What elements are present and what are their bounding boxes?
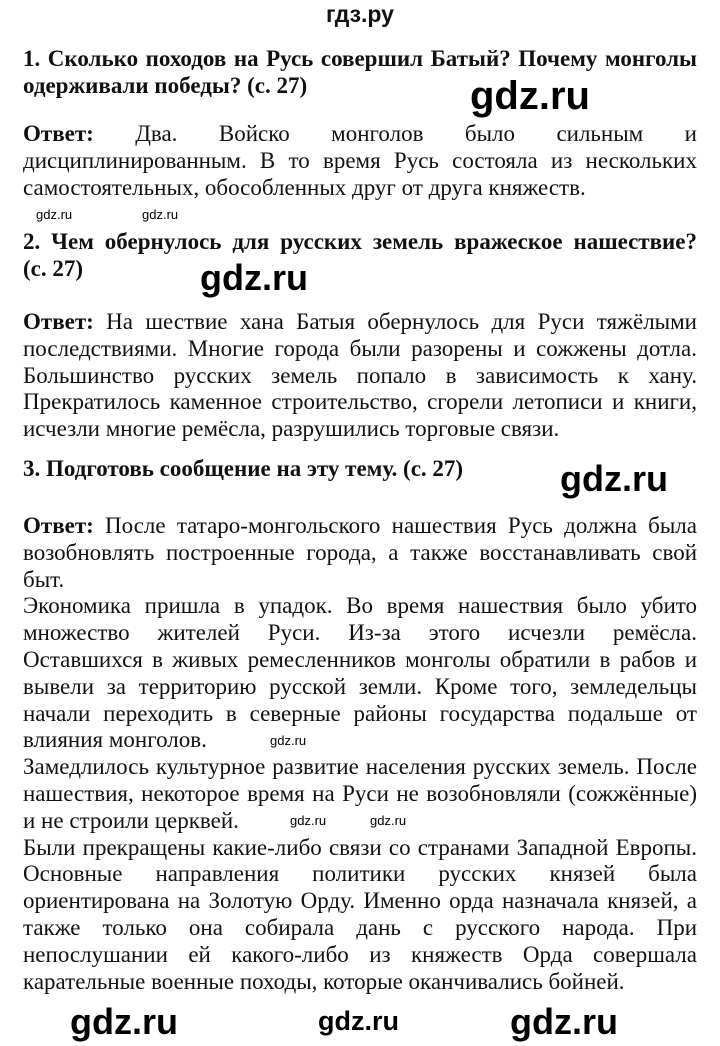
watermark: gdz.ru: [36, 207, 73, 222]
watermark: gdz.ru: [318, 1006, 399, 1036]
answer-line: [23, 309, 697, 336]
watermark: gdz.ru: [142, 207, 179, 222]
question-1: [23, 46, 697, 100]
answer-text: На шествие хана Батыя обернулось для Руси тяжёлыми: [93, 309, 697, 334]
watermark: gdz.ru: [510, 1001, 618, 1042]
answer-line: вывели за территорию русской земли. Кроме того, земледельцы: [23, 673, 697, 699]
answer-line: быт.: [23, 566, 65, 592]
answer-line: множество жителей Руси. Из-за этого исчезли ремёсла.: [23, 620, 697, 646]
watermark: gdz.ru: [70, 1001, 178, 1042]
answer-line: Основные направления политики русских князей была: [23, 861, 697, 887]
answer-line: Замедлилось культурное развитие населения русских земель. После: [23, 754, 697, 780]
answer-line: дисциплинированным. В то время Русь состояла из нескольких: [23, 147, 697, 173]
answer-line: последствиями. Многие города были разорены и сожжены дотла.: [23, 335, 697, 361]
answer-line: непослушании ей какого-либо из княжеств Орда совершала: [23, 941, 697, 967]
watermark: gdz.ru: [270, 733, 307, 748]
answer-line: Оставшихся в живых ремесленников монголы обратили в рабов и: [23, 646, 697, 672]
answer-line: нашествия, некоторое время на Руси не возобновляли (сожжённые): [23, 780, 697, 806]
answer-line: [23, 513, 697, 540]
answer-2: [23, 309, 697, 443]
answer-1: [23, 121, 697, 201]
watermark: gdz.ru: [290, 813, 327, 828]
answer-label: Ответ:: [23, 121, 94, 146]
answer-line: ориентирована на Золотую Орду. Именно орда назначала князей, а: [23, 888, 697, 914]
answer-line: Прекратилось каменное строительство, сгорели летописи и книги,: [23, 389, 697, 415]
answer-line: также только она собирала дань с русского народа. При: [23, 914, 697, 940]
watermark: gdz.ru: [470, 74, 590, 118]
answer-label: Ответ:: [23, 513, 94, 538]
site-header: гдз.ру: [326, 1, 394, 27]
answer-text: Два. Войско монголов было сильным и: [93, 121, 697, 146]
answer-line: начали переходить в северные районы государства подальше от: [23, 700, 697, 726]
question-line: одерживали победы? (с. 27): [23, 72, 308, 98]
answer-text: После татаро-монгольского нашествия Русь должна была: [93, 513, 697, 538]
answer-3: [23, 513, 697, 995]
answer-line: Были прекращены какие-либо связи со странами Западной Европы.: [23, 834, 697, 860]
answer-line: влияния монголов.: [23, 727, 207, 753]
answer-line: Большинство русских земель попало в зависимость к хану.: [23, 362, 697, 388]
answer-line: и не строили церквей.: [23, 807, 239, 833]
question-line: 3. Подготовь сообщение на эту тему. (с. 27): [23, 456, 464, 481]
answer-label: Ответ:: [23, 309, 94, 334]
question-2: [23, 229, 697, 283]
answer-line: возобновлять построенные города, а также восстанавливать свой: [23, 539, 697, 565]
question-line: 1. Сколько походов на Русь совершил Батый? Почему монголы: [23, 46, 697, 71]
answer-line: самостоятельных, обособленных друг от друга княжеств.: [23, 174, 586, 200]
watermark: gdz.ru: [200, 257, 308, 298]
answer-line: карательные военные походы, которые оканчивались бойней.: [23, 968, 625, 994]
answer-line: [23, 121, 697, 148]
question-line: 2. Чем обернулось для русских земель вражеское нашествие?: [23, 229, 697, 254]
watermark: gdz.ru: [560, 458, 668, 499]
watermark: gdz.ru: [370, 813, 407, 828]
question-line: (с. 27): [23, 255, 84, 281]
answer-line: исчезли многие ремёсла, разрушились торговые связи.: [23, 416, 560, 442]
answer-line: Экономика пришла в упадок. Во время нашествия было убито: [23, 593, 697, 619]
